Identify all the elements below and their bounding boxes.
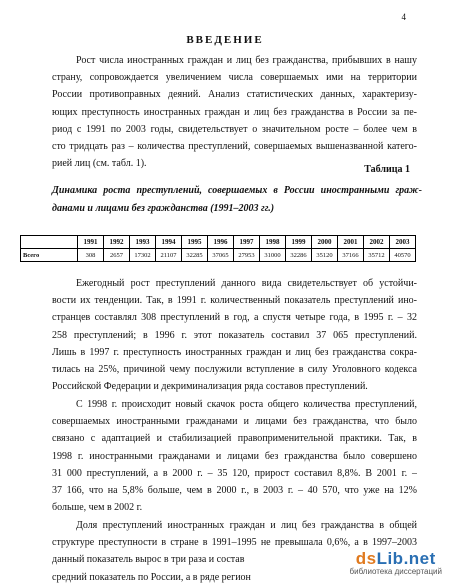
year-header: 1994 — [156, 236, 182, 249]
year-header: 1997 — [234, 236, 260, 249]
year-header: 1999 — [286, 236, 312, 249]
text-line: С 1998 г. происходит новый скачок роста общего количества преступлений, — [76, 399, 417, 410]
table-cell: 32285 — [182, 249, 208, 262]
text-line: 258 преступлений; в 1996 г. этот показатель составил 37 065 преступлений. — [52, 329, 417, 341]
table-corner-cell — [21, 236, 78, 249]
table-caption: Таблица 1 — [364, 164, 410, 175]
year-header: 1998 — [260, 236, 286, 249]
row-label: Всего — [21, 249, 78, 262]
text-line: сто тридцать раз – количества преступлений, совершаемых вышеназванной катего- — [52, 140, 417, 152]
text-line: средний показатель по России, а в ряде регион — [52, 571, 251, 583]
table-cell: 40570 — [390, 249, 416, 262]
text-line: Лишь в 1997 г. преступность иностранных граждан и лиц без гражданства сокра- — [52, 346, 417, 358]
text-line: риод с 1991 по 2003 годы, свидетельствует о значительном росте – более чем в — [52, 123, 417, 135]
table-cell: 2657 — [104, 249, 130, 262]
dslib-logo: dsLib.net — [355, 549, 436, 568]
year-header: 1992 — [104, 236, 130, 249]
page-number: 4 — [401, 12, 406, 22]
table-cell: 32286 — [286, 249, 312, 262]
year-header: 1991 — [78, 236, 104, 249]
text-line: вости их тенденции. Так, в 1991 г. количественный показатель преступлений ино- — [52, 295, 417, 307]
year-header: 2001 — [338, 236, 364, 249]
year-header: 2002 — [364, 236, 390, 249]
year-header: 1996 — [208, 236, 234, 249]
year-header: 2000 — [312, 236, 338, 249]
crime-statistics-table — [20, 235, 416, 262]
year-header: 1995 — [182, 236, 208, 249]
text-line: структуре преступности в стране в 1991–1995 не превышала 0,6%, а в 1997–2003 — [52, 537, 417, 549]
text-line: 31 000 преступлений, а в 2000 г. – 35 120, прирост составил 8,8%. В 2001 г. – — [52, 467, 417, 479]
table-title-line: Динамика роста преступлений, совершаемых в России иностранными граж- — [52, 185, 422, 196]
paragraph-1998 — [52, 396, 417, 516]
table-cell: 308 — [78, 249, 104, 262]
text-line: совершаемых иностранными гражданами и лицами без гражданства, что было — [52, 416, 417, 428]
text-line: Рост числа иностранных граждан и лиц без гражданства, прибывших в нашу — [76, 55, 417, 66]
table-cell: 17302 — [130, 249, 156, 262]
table-header-row — [21, 236, 416, 249]
text-line: связано с адаптацией и стабилизацией правоприменительной практики. Так, в — [52, 433, 417, 445]
year-header: 1993 — [130, 236, 156, 249]
table-cell: 37065 — [208, 249, 234, 262]
text-line: рией лиц (см. табл. 1). — [52, 158, 147, 170]
table-cell: 27953 — [234, 249, 260, 262]
text-line: Ежегодный рост преступлений данного вида свидетельствует об устойчи- — [76, 278, 417, 289]
text-line: данный показатель вырос в три раза и состав — [52, 554, 245, 566]
table-cell: 31000 — [260, 249, 286, 262]
text-line: больше, чем в 2002 г. — [52, 502, 143, 514]
intro-paragraph — [52, 52, 417, 172]
year-header: 2003 — [390, 236, 416, 249]
text-line: тилась на 25%, причиной чему послужили вступление в силу Уголовного кодекса — [52, 363, 417, 375]
dslib-subtitle: библиотека диссертаций — [349, 567, 442, 576]
page-heading: ВВЕДЕНИЕ — [186, 34, 264, 46]
text-line: 1998 г. иностранными гражданами и лицами без гражданства было совершено — [52, 450, 417, 462]
text-line: Доля преступлений иностранных граждан и лиц без гражданства в общей — [76, 520, 417, 531]
table-cell: 21107 — [156, 249, 182, 262]
text-line: ющих преступность иностранных граждан и лиц без гражданства в России за пе- — [52, 106, 417, 118]
table-cell: 35712 — [364, 249, 390, 262]
table-cell: 37166 — [338, 249, 364, 262]
table-title — [52, 182, 422, 218]
text-line: 37 166, что на 5,8% больше, чем в 2000 г., в 2003 г. – 40 570, что уже на 12% — [52, 484, 417, 496]
table-title-line: данами и лицами без гражданства (1991–2003 гг.) — [52, 203, 275, 214]
table-cell: 35120 — [312, 249, 338, 262]
dslib-watermark — [350, 549, 442, 576]
text-line: России противоправных деяний. Анализ статистических данных, характеризу- — [52, 89, 417, 101]
paragraph-growth — [52, 275, 417, 395]
text-line: страну, сопровождается увеличением числа совершаемых ими на территории — [52, 72, 417, 84]
text-line: Российской Федерации и декриминализация ряда составов преступлений. — [52, 381, 368, 393]
table-row — [21, 249, 416, 262]
text-line: странцев составлял 308 преступлений в год, а спустя четыре года, в 1995 г. – 32 — [52, 312, 417, 324]
